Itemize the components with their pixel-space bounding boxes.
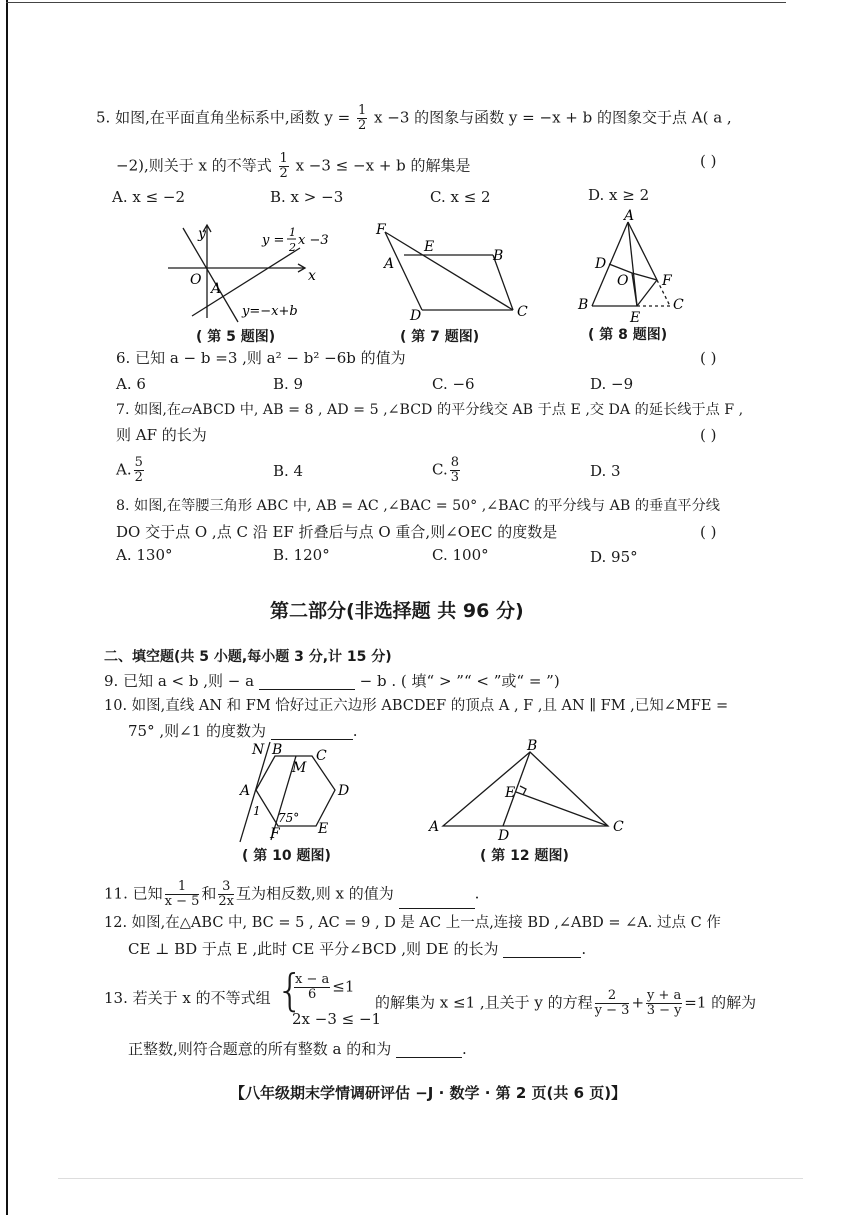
q11-text-a: 11. 已知 xyxy=(104,884,163,903)
q5-line2-text-b: x −3 ≤ −x + b 的解集是 xyxy=(295,156,471,175)
q10-line2-text: 75° ,则∠1 的度数为 xyxy=(128,722,267,740)
fig5-label-x: x xyxy=(308,268,316,284)
q6-option-d: D. −9 xyxy=(590,375,634,393)
q7-option-a-num: 5 xyxy=(134,455,143,470)
q13-frac2-num: y + a xyxy=(647,988,682,1003)
q7-option-c-prefix: C. xyxy=(432,460,448,479)
q5-line1-text-a: 5. 如图,在平面直角坐标系中,函数 y = xyxy=(96,108,351,127)
q13-inequality-1 xyxy=(292,973,354,1002)
q13-fraction-1 xyxy=(595,989,630,1018)
fig7-label-a: A xyxy=(384,256,395,272)
fig7-label-b: B xyxy=(493,248,504,264)
fig7-label-e: E xyxy=(424,239,435,255)
q7-answer-paren: ( ) xyxy=(700,426,717,444)
q6-text: 6. 已知 a − b =3 ,则 a² − b² −6b 的值为 xyxy=(116,349,406,367)
q11-end: . xyxy=(474,884,480,903)
q11-frac1-den: x − 5 xyxy=(164,894,200,909)
fig10-angle-75: 75° xyxy=(278,811,300,825)
q12-line1: 12. 如图,在△ABC 中, BC = 5 , AC = 9 , D 是 AC 上一点,连接 BD ,∠ABD = ∠A. 过点 C 作 xyxy=(104,915,721,931)
fig12-segment-ce xyxy=(516,792,608,826)
q7-option-b: B. 4 xyxy=(273,462,304,480)
fig5-label-origin: O xyxy=(190,272,202,288)
q9-line xyxy=(104,672,560,690)
q11-text-b: 互为相反数,则 x 的值为 xyxy=(236,884,394,903)
fig10-label-e: E xyxy=(318,821,329,837)
fig10-caption: ( 第 10 题图) xyxy=(242,848,331,864)
q13-ineq1-den: 6 xyxy=(307,987,317,1002)
fig10-label-c: C xyxy=(316,748,327,764)
q5-line1-frac-den: 2 xyxy=(357,118,367,133)
q7-option-c-num: 8 xyxy=(450,455,459,470)
q11-line xyxy=(104,880,479,909)
fig5-eq1-num: 1 xyxy=(289,226,296,239)
fig12-label-a: A xyxy=(429,819,440,835)
q13-mid xyxy=(375,989,756,1018)
q13-end: . xyxy=(462,1040,467,1058)
fig8-label-c: C xyxy=(673,297,684,313)
figures-row2 xyxy=(0,730,860,860)
q12-end: . xyxy=(581,940,587,958)
fig8-label-a: A xyxy=(624,208,635,224)
q11-frac1-num: 1 xyxy=(165,880,200,895)
fig10-angle-1: 1 xyxy=(253,804,261,818)
q7-option-a xyxy=(116,456,146,485)
q6-option-b: B. 9 xyxy=(273,375,304,393)
q5-option-c: C. x ≤ 2 xyxy=(430,188,491,206)
q7-option-c xyxy=(432,456,462,485)
q13-text-b: 的解集为 x ≤1 ,且关于 y 的方程 xyxy=(375,993,593,1012)
q10-line2-end: . xyxy=(352,722,358,740)
fig12-label-b: B xyxy=(527,738,538,754)
figure-12 xyxy=(443,752,608,826)
q8-option-b: B. 120° xyxy=(273,546,330,564)
figures-row1 xyxy=(0,0,860,360)
q13-frac1-den: y − 3 xyxy=(594,1003,630,1018)
q13-frac1-num: 2 xyxy=(595,989,630,1004)
q6-answer-paren: ( ) xyxy=(700,349,717,367)
fig5-label-y: y xyxy=(198,226,206,242)
fig12-label-c: C xyxy=(613,819,624,835)
q13-line2 xyxy=(128,1040,467,1058)
q12-line2 xyxy=(128,940,586,958)
q9-text-a: 9. 已知 a < b ,则 − a xyxy=(104,672,255,690)
q11-frac2-num: 3 xyxy=(218,880,234,895)
q11-frac2-den: 2x xyxy=(218,894,235,909)
fig7-label-c: C xyxy=(517,304,528,320)
q5-line2-frac-den: 2 xyxy=(279,166,288,181)
fig8-label-d: D xyxy=(595,256,607,272)
fig5-label-a: A xyxy=(211,281,222,297)
fig12-caption: ( 第 12 题图) xyxy=(480,848,569,864)
fig8-label-e: E xyxy=(630,310,641,326)
q7-option-a-prefix: A. xyxy=(116,460,132,479)
figure-7 xyxy=(385,232,513,310)
q8-line1: 8. 如图,在等腰三角形 ABC 中, AB = AC ,∠BAC = 50° ,∠BAC 的平分线与 AB 的垂直平分线 xyxy=(116,498,720,514)
q6-option-a: A. 6 xyxy=(116,375,146,393)
q5-option-a: A. x ≤ −2 xyxy=(112,188,186,206)
q11-fraction-2 xyxy=(218,880,234,909)
q10-line1: 10. 如图,直线 AN 和 FM 恰好过正六边形 ABCDEF 的顶点 A , F ,且 AN ∥ FM ,已知∠MFE = xyxy=(104,698,729,714)
q13-line2-text: 正整数,则符合题意的所有整数 a 的和为 xyxy=(128,1040,392,1058)
q13-brace: { xyxy=(276,965,304,1016)
q13-intro: 13. 若关于 x 的不等式组 xyxy=(104,989,271,1007)
q5-line2-frac-num: 1 xyxy=(279,151,288,166)
q7-option-c-den: 3 xyxy=(450,470,459,485)
fig10-label-m: M xyxy=(292,760,307,776)
fig8-caption: ( 第 8 题图) xyxy=(588,327,668,343)
q9-text-b: − b . ( 填“ > ”“ < ”或“ = ”) xyxy=(359,672,560,690)
q13-ineq1-num: x − a xyxy=(295,972,330,987)
fig12-label-e: E xyxy=(505,785,516,801)
q13-frac2-den: 3 − y xyxy=(646,1003,682,1018)
fig5-eq1-den: 2 xyxy=(289,241,296,254)
q5-option-b: B. x > −3 xyxy=(270,188,344,206)
fig10-label-d: D xyxy=(338,783,350,799)
fig10-label-f: F xyxy=(270,826,280,842)
fig10-label-b: B xyxy=(272,742,283,758)
q8-option-d: D. 95° xyxy=(590,548,638,566)
q5-line1-frac-num: 1 xyxy=(357,103,367,118)
fig5-caption: ( 第 5 题图) xyxy=(196,329,276,345)
q7-line1: 7. 如图,在▱ABCD 中, AB = 8 , AD = 5 ,∠BCD 的平分线交 AB 于点 E ,交 DA 的延长线于点 F , xyxy=(116,402,744,418)
q7-option-d: D. 3 xyxy=(590,462,621,480)
q13-plus: + xyxy=(631,993,645,1012)
q11-fraction-1 xyxy=(165,880,200,909)
q13-ineq1-rhs: ≤1 xyxy=(332,977,355,996)
q7-option-a-fraction xyxy=(134,456,144,485)
q12-line2-text: CE ⊥ BD 于点 E ,此时 CE 平分∠BCD ,则 DE 的长为 xyxy=(128,940,499,958)
q13-inequality-2: 2x −3 ≤ −1 xyxy=(292,1010,382,1028)
q5-answer-paren: ( ) xyxy=(700,152,717,170)
q8-answer-paren: ( ) xyxy=(700,523,717,541)
fig8-label-f: F xyxy=(662,273,672,289)
fig8-fold-ef xyxy=(637,280,657,306)
q7-line2: 则 AF 的长为 xyxy=(116,426,207,444)
fig5-eq1-lhs: y = xyxy=(262,233,285,248)
q12-answer-blank[interactable] xyxy=(503,957,581,958)
fig8-label-b: B xyxy=(578,297,589,313)
fig5-eq2: y=−x+b xyxy=(242,304,298,319)
q5-line2-text-a: −2),则关于 x 的不等式 xyxy=(116,156,272,175)
fig7-caption: ( 第 7 题图) xyxy=(400,329,480,345)
q13-answer-blank[interactable] xyxy=(396,1057,462,1058)
q8-option-c: C. 100° xyxy=(432,546,489,564)
fig7-label-f: F xyxy=(376,222,386,238)
q13-ineq1-fraction xyxy=(294,973,330,1002)
q11-answer-blank[interactable] xyxy=(399,908,475,909)
q8-option-a: A. 130° xyxy=(116,546,173,564)
fig5-eq1-rhs: x −3 xyxy=(298,233,329,248)
fig12-label-d: D xyxy=(498,828,510,844)
section2-title: 第二部分(非选择题 共 96 分) xyxy=(270,600,524,622)
q7-option-a-den: 2 xyxy=(134,470,143,485)
fig8-segment-do xyxy=(609,264,632,273)
page-footer: 【八年级期末学情调研评估 −J · 数学 · 第 2 页(共 6 页)】 xyxy=(230,1084,627,1102)
fig7-label-d: D xyxy=(410,308,422,324)
fig8-segment-of xyxy=(632,273,657,280)
fig10-label-n: N xyxy=(252,742,265,758)
q7-option-c-fraction xyxy=(450,456,460,485)
q5-line1-text-b: x −3 的图象与函数 y = −x + b 的图象交于点 A( a , xyxy=(374,108,732,127)
bottom-divider xyxy=(58,1178,803,1179)
q6-option-c: C. −6 xyxy=(432,375,475,393)
q11-text-mid: 和 xyxy=(201,884,217,903)
fill-in-heading: 二、填空题(共 5 小题,每小题 3 分,计 15 分) xyxy=(104,649,392,665)
fig8-label-o: O xyxy=(617,273,629,289)
fig10-label-a: A xyxy=(240,783,251,799)
q13-fraction-2 xyxy=(646,989,682,1018)
q9-answer-blank[interactable] xyxy=(259,689,355,690)
q13-text-c: =1 的解为 xyxy=(684,993,757,1012)
fig8-side-af xyxy=(628,222,657,280)
q8-line2: DO 交于点 O ,点 C 沿 EF 折叠后与点 O 重合,则∠OEC 的度数是 xyxy=(116,523,558,541)
q5-option-d: D. x ≥ 2 xyxy=(588,186,650,204)
